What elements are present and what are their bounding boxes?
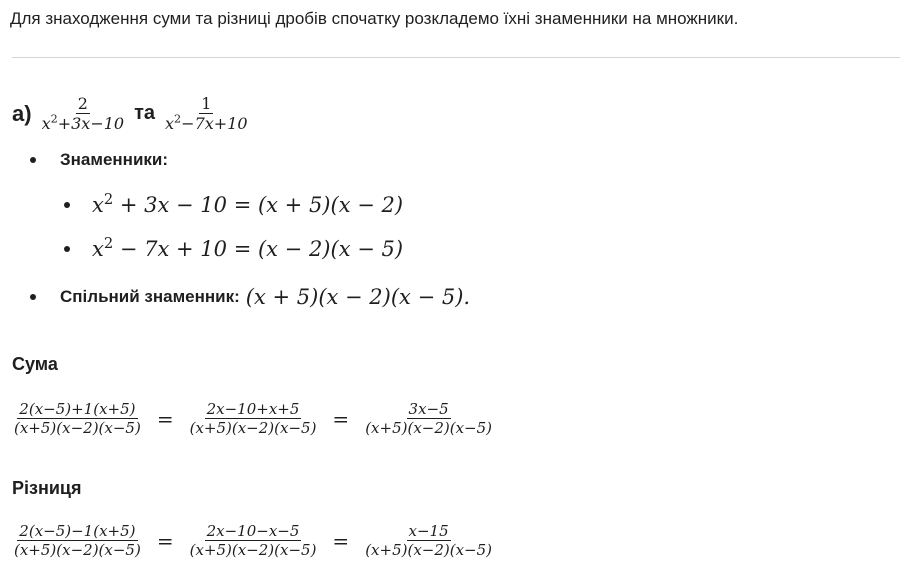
common-denominator-label: Спільний знаменник: xyxy=(60,287,240,306)
equals-sign: = xyxy=(156,528,174,553)
intro-text: Для знаходження суми та різниці дробів спочатку розкладемо їхні знаменники на множники. xyxy=(10,9,739,28)
sum-equation xyxy=(12,400,494,437)
sum-fraction-2: $\frac{2x-10+x+5}{(x+5)(x-2)(x-5)}$ xyxy=(189,400,317,437)
conjunction: та xyxy=(134,102,156,124)
denominator-item-2 xyxy=(64,237,403,261)
factorization-1: $x^2 + 3x - 10 = (x + 5)(x - 2)$ xyxy=(92,191,404,217)
denominator-item-1 xyxy=(64,193,403,217)
difference-equation xyxy=(12,522,494,559)
bullet-common-denominator xyxy=(30,285,470,309)
fraction-1-denominator: $x^2+3x-10$ xyxy=(41,112,125,133)
sum-fraction-1: $\frac{2(x-5)+1(x+5)}{(x+5)(x-2)(x-5)}$ xyxy=(14,400,141,437)
bullet-denominators xyxy=(30,150,168,170)
part-a-heading xyxy=(12,94,250,133)
difference-fraction-1: $\frac{2(x-5)-1(x+5)}{(x+5)(x-2)(x-5)}$ xyxy=(14,522,141,559)
sum-fraction-3: $\frac{3x-5}{(x+5)(x-2)(x-5)}$ xyxy=(365,400,493,437)
divider xyxy=(12,57,900,58)
equals-sign: = xyxy=(332,528,350,553)
fraction-2-denominator: $x^2-7x+10$ xyxy=(165,112,248,133)
bullet-dot xyxy=(30,157,36,163)
denominators-label: Знаменники: xyxy=(60,150,169,169)
bullet-dot xyxy=(64,202,70,208)
bullet-dot xyxy=(30,294,36,300)
equals-sign: = xyxy=(332,406,350,431)
fraction-1-numerator: 2 xyxy=(77,94,88,113)
sum-title: Сума xyxy=(12,354,58,374)
fraction-2 xyxy=(163,94,250,133)
bullet-dot xyxy=(64,246,70,252)
equals-sign: = xyxy=(156,406,174,431)
fraction-1 xyxy=(40,94,127,133)
difference-title: Різниця xyxy=(12,478,82,498)
common-denominator-value: (x + 5)(x − 2)(x − 5). xyxy=(245,285,471,309)
fraction-2-numerator: 1 xyxy=(201,94,212,113)
factorization-2: $x^2 - 7x + 10 = (x - 2)(x - 5)$ xyxy=(92,235,404,261)
difference-fraction-2: $\frac{2x-10-x-5}{(x+5)(x-2)(x-5)}$ xyxy=(189,522,317,559)
difference-fraction-3: $\frac{x-15}{(x+5)(x-2)(x-5)}$ xyxy=(365,522,493,559)
part-a-label: а) xyxy=(12,100,32,126)
